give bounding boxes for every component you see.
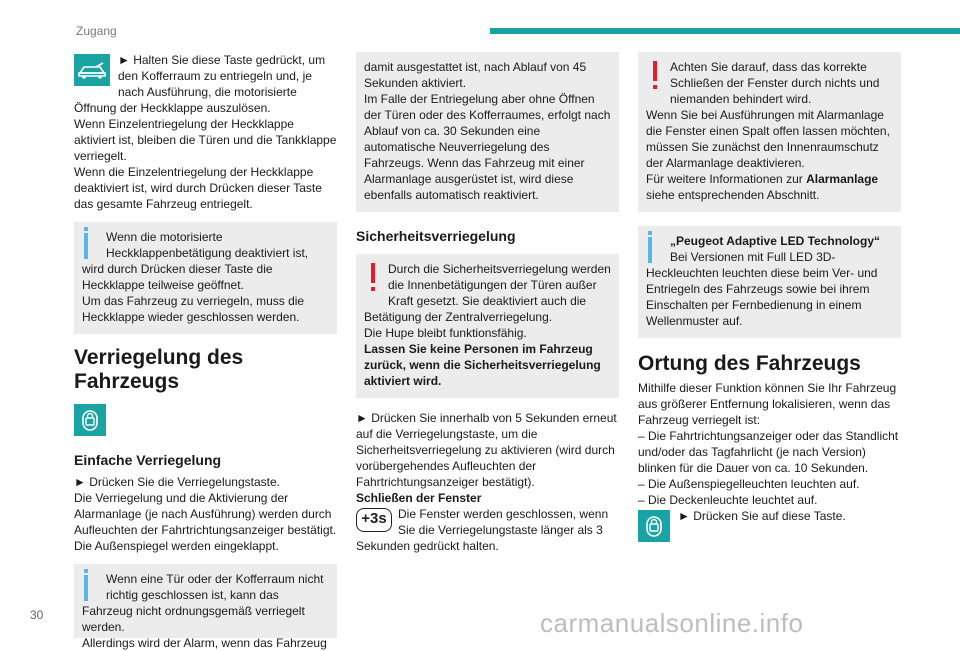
info-text: Um das Fahrzeug zu verriegeln, muss die Heckklappe wieder geschlossen werden. [82,294,305,324]
paragraph: Die Außenspiegel werden eingeklappt. [74,539,279,553]
info-icon [84,575,88,601]
header-accent-bar [490,28,960,34]
info-text: Im Falle der Entriegelung aber ohne Öffnen der Türen oder des Kofferraumes, erfolgt nach Ablauf von ca. 30 Sekunden eine automatische Neuverriegelung des Fahrzeugs. Wenn das Fahrzeug mit einer Alarmanlage ausgerüstet ist, wird diese ebenfalls automatisch reaktiviert. [364,92,611,202]
info-box [638,226,901,338]
subheading: Sicherheitsverriegelung [356,228,516,244]
warning-box [356,254,619,398]
header-label: Zugang [76,24,117,38]
warning-text-bold: Lassen Sie keine Personen im Fahrzeug zurück, wenn die Sicherheitsverriegelung aktiviert wird. [364,342,601,388]
page-number: 30 [30,608,44,622]
warning-box [638,52,901,212]
warning-text: Wenn Sie bei Ausführungen mit Alarmanlage die Fenster einen Spalt offen lassen möchten, müssen Sie zunächst den Innenraumschutz der Alarmanlage deaktivieren. [646,108,890,170]
paragraph: ► Drücken Sie innerhalb von 5 Sekunden erneut auf die Verriegelungstaste, um die Sicherheitsverriegelung zu aktivieren (wird durch vorübergehendes Aufleuchten der Fahrtrichtungsanzeiger bestätigt). [356,411,617,489]
plus-3-seconds-icon: +3s [356,508,392,532]
info-icon [648,237,652,263]
info-box [74,564,337,650]
warning-text: Die Hupe bleibt funktionsfähig. [364,326,527,340]
car-trunk-icon [74,54,110,86]
info-icon [84,233,88,259]
info-text: Wenn eine Tür oder der Kofferraum nicht richtig geschlossen ist, kann das Fahrzeug nicht ordnungsgemäß verriegelt werden. [82,572,324,634]
warning-icon [364,263,382,295]
paragraph: Wenn Einzelentriegelung der Heckklappe aktiviert ist, bleiben die Türen und die Tankklappe verriegelt. [74,117,337,163]
watermark: carmanualsonline.info [540,608,804,638]
info-title: „Peugeot Adaptive LED Technology“ [670,234,881,248]
paragraph: ► Drücken Sie die Verriegelungstaste. [74,475,280,489]
paragraph: Wenn die Einzelentriegelung der Heckklappe deaktiviert ist, wird durch Drücken dieser Taste das gesamte Fahrzeug entriegelt. [74,165,322,211]
warning-text-part: siehe entsprechenden Abschnitt. [646,188,820,202]
warning-text: Durch die Sicherheitsverriegelung werden die Innenbetätigungen der Türen außer Kraft gesetzt. Sie deaktiviert auch die Betätigung der Zentralverriegelung. [364,262,611,324]
warning-icon [646,61,664,93]
paragraph: Die Verriegelung und die Aktivierung der Alarmanlage (je nach Ausführung) werden durch Aufleuchten der Fahrtrichtungsanzeiger bestätigt. [74,491,337,537]
column-3 [638,52,901,544]
warning-text: Achten Sie darauf, dass das korrekte Schließen der Fenster durch nichts und niemanden behindert wird. [670,60,880,106]
subheading-inline: Schließen der Fenster [356,491,482,505]
column-2 [356,52,619,554]
info-text: Bei Versionen mit Full LED 3D-Heckleuchten leuchten diese beim Ver- und Entriegeln des Fahrzeugs sowie bei ihrem Einschalten per Fernbedienung in einem Wellenmuster auf. [646,250,878,328]
warning-text-part: Für weitere Informationen zur [646,172,807,186]
warning-text [646,171,893,203]
info-text: Allerdings wird der Alarm, wenn das Fahrzeug [82,636,327,650]
info-text: Wenn die motorisierte Heckklappenbetätigung deaktiviert ist, wird durch Drücken dieser Taste die Heckklappe teilweise geöffnet. [82,230,309,292]
list-item: – Die Fahrtrichtungsanzeiger oder das Standlicht und/oder das Tagfahrlicht (je nach Version) blinken für die Dauer von ca. 10 Sekunden. [638,429,899,475]
paragraph: Die Fenster werden geschlossen, wenn Sie die Verriegelungstaste länger als 3 Sekunden gedrückt halten. [356,507,609,553]
section-heading: Ortung des Fahrzeugs [638,352,861,375]
info-box-continued [356,52,619,212]
paragraph: Mithilfe dieser Funktion können Sie Ihr Fahrzeug aus größerer Entfernung lokalisieren, wenn das Fahrzeug verriegelt ist: [638,381,897,427]
info-text: damit ausgestattet ist, nach Ablauf von 45 Sekunden aktiviert. [364,60,587,90]
column-1 [74,52,337,648]
warning-text-bold: Alarmanlage [806,172,879,186]
trunk-paragraph: ► Halten Sie diese Taste gedrückt, um den Kofferraum zu entriegeln und, je nach Ausführung, die motorisierte Öffnung der Heckklappe auszulösen. [74,53,326,115]
section-heading: Verriegelung des Fahrzeugs [74,346,244,393]
padlock-icon [638,510,670,542]
info-box [74,222,337,334]
list-item: – Die Außenspiegelleuchten leuchten auf. [638,477,860,491]
subheading: Einfache Verriegelung [74,452,222,468]
paragraph: ► Drücken Sie auf diese Taste. [678,509,846,523]
list-item: – Die Deckenleuchte leuchtet auf. [638,493,818,507]
padlock-icon [74,404,106,436]
